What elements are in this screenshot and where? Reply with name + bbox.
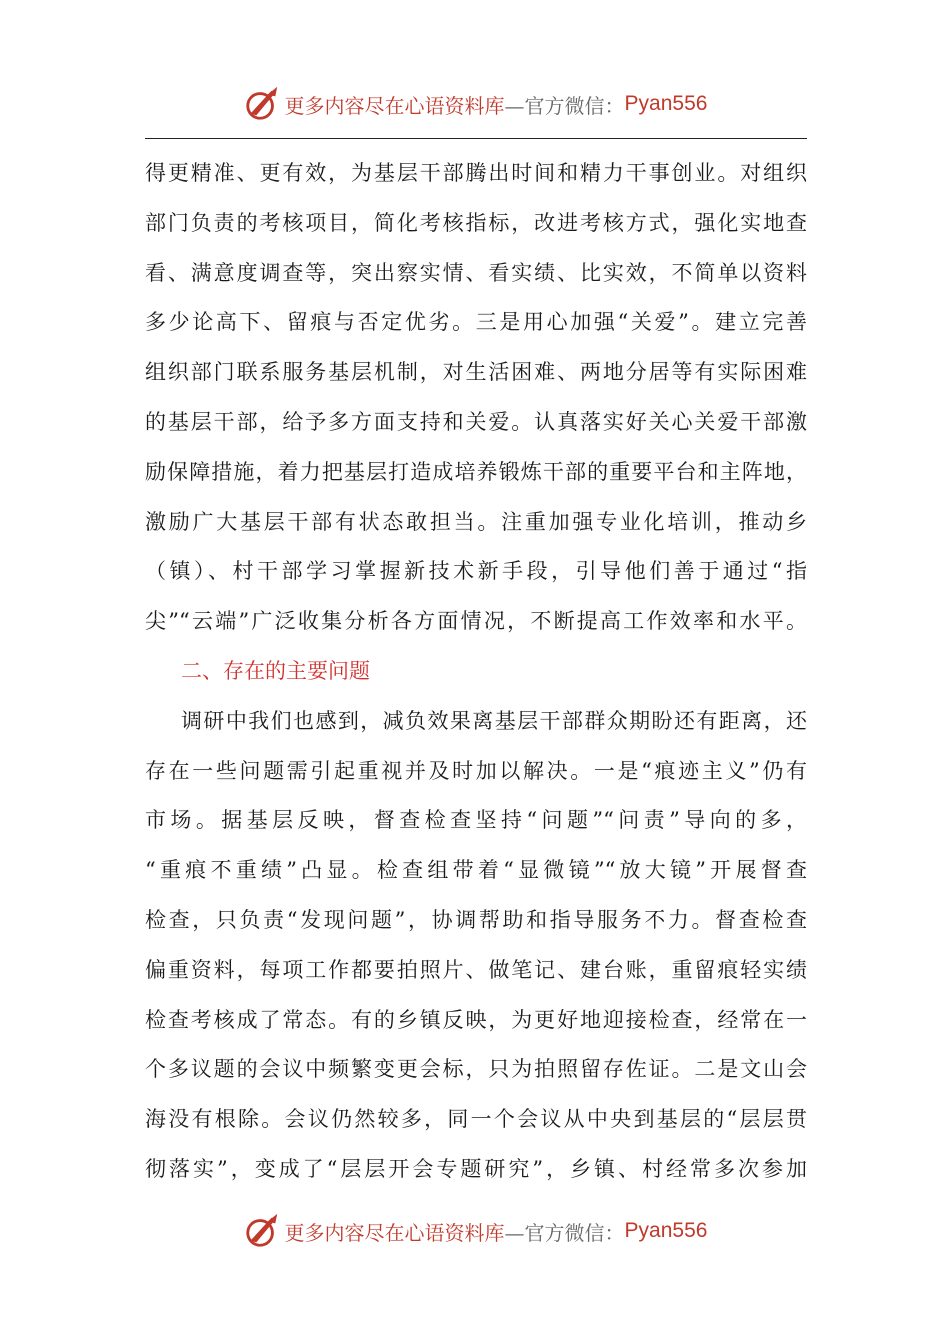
text-line: 尖”“云端”广泛收集分析各方面情况，不断提高工作效率和水平。: [145, 609, 807, 634]
text-line: 个多议题的会议中频繁变更会标，只为拍照留存佐证。二是文山会: [145, 1057, 807, 1082]
text-line: 彻落实”，变成了“层层开会专题研究”，乡镇、村经常多次参加: [145, 1156, 807, 1181]
text-line: 多少论高下、留痕与否定优劣。三是用心加强“关爱”。建立完善: [145, 310, 807, 335]
banner-wechat-handle: Pyan556: [624, 1219, 708, 1242]
footer-banner: [0, 1211, 950, 1251]
paragraph: [145, 697, 807, 1195]
text-line: 海没有根除。会议仍然较多，同一个会议从中央到基层的“层层贯: [145, 1107, 807, 1132]
text-line: 组织部门联系服务基层机制，对生活困难、两地分居等有实际困难: [145, 360, 807, 385]
text-line: 部门负责的考核项目，简化考核指标，改进考核方式，强化实地查: [145, 210, 807, 235]
text-line: 得更精准、更有效，为基层干部腾出时间和精力干事创业。对组织: [145, 161, 807, 185]
text-line: 检查考核成了常态。有的乡镇反映，为更好地迎接检查，经常在一: [145, 1007, 807, 1032]
quill-logo-icon: [243, 1212, 281, 1250]
quill-logo-icon: [243, 85, 281, 123]
text-line: 的基层干部，给予多方面支持和关爱。认真落实好关心关爱干部激: [145, 409, 807, 434]
text-line: “重痕不重绩”凸显。检查组带着“显微镜”“放大镜”开展督查: [145, 858, 807, 883]
header-rule: [145, 138, 807, 139]
text-line: 市场。据基层反映，督查检查坚持“问题”“问责”导向的多，: [145, 808, 807, 833]
text-line: （镇）、村干部学习掌握新技术新手段，引导他们善于通过“指: [145, 559, 807, 584]
text-line: 励保障措施，着力把基层打造成培养锻炼干部的重要平台和主阵地，: [145, 459, 807, 484]
banner-wechat-handle: Pyan556: [624, 92, 708, 115]
banner-separator: —官方微信：: [504, 93, 625, 118]
text-line: 调研中我们也感到，减负效果离基层干部群众期盼还有距离，还: [181, 708, 807, 733]
document-body: [145, 149, 807, 1195]
text-line: 看、满意度调查等，突出察实情、看实绩、比实效，不简单以资料: [145, 260, 807, 285]
paragraph: [145, 149, 807, 647]
section-heading: 二、存在的主要问题: [181, 658, 370, 683]
banner-text: 更多内容尽在心语资料库: [284, 93, 505, 118]
header-banner: [0, 84, 950, 124]
banner-text: 更多内容尽在心语资料库: [284, 1220, 505, 1245]
banner-separator: —官方微信：: [504, 1220, 625, 1245]
text-line: 激励广大基层干部有状态敢担当。注重加强专业化培训，推动乡: [145, 509, 807, 534]
text-line: 偏重资料，每项工作都要拍照片、做笔记、建台账，重留痕轻实绩: [145, 957, 807, 982]
text-line: 检查，只负责“发现问题”，协调帮助和指导服务不力。督查检查: [145, 907, 807, 932]
text-line: 存在一些问题需引起重视并及时加以解决。一是“痕迹主义”仍有: [145, 758, 807, 783]
